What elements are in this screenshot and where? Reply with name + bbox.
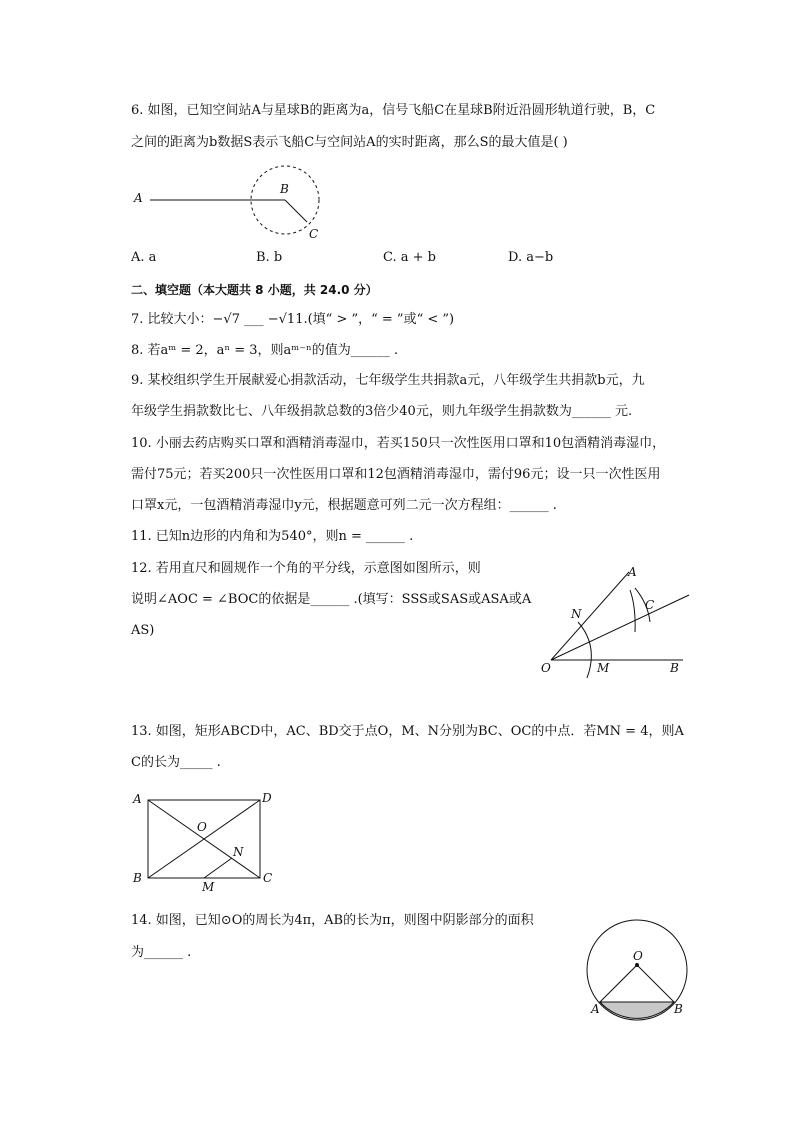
q6-label-a: A: [134, 191, 143, 205]
q14-line-1: 14. 如图，已知⊙O的周长为4π，AB的长为π，则图中阴影部分的面积: [131, 913, 534, 928]
q13-label-n: N: [233, 845, 244, 859]
q10-line-1: 10. 小丽去药店购买口罩和酒精消毒湿巾，若买150只一次性医用口罩和10包酒精消毒湿巾，: [131, 436, 666, 451]
q11-text: 11. 已知n边形的内角和为540°，则n = ______ .: [131, 529, 414, 544]
q14-line-2: 为______ .: [131, 945, 192, 960]
q13-label-c: C: [263, 871, 273, 885]
q13-figure: [130, 788, 280, 893]
q12-line-3: AS): [131, 623, 155, 638]
q7-text: 7. 比较大小：−√7 ___ −√11.(填“ > ”，“ = ”或“ < ”): [131, 312, 455, 327]
q12-label-n: N: [571, 607, 582, 621]
q9-line-2: 年级学生捐款数比七、八年级捐款总数的3倍少40元，则九年级学生捐款数为______ 元.: [131, 404, 633, 419]
q14-label-o: O: [633, 949, 643, 963]
q14-radius-ob: [637, 965, 674, 1002]
q12-label-b: B: [670, 661, 679, 675]
q13-line-2: C的长为_____ .: [131, 755, 221, 770]
q13-label-m: M: [202, 880, 215, 894]
q14-center-dot: [635, 963, 639, 967]
q12-arc-c1: [630, 590, 635, 632]
q8-text: 8. 若aᵐ = 2，aⁿ = 3，则aᵐ⁻ⁿ的值为______ .: [131, 343, 398, 358]
q12-label-a: A: [628, 565, 637, 579]
q6-line-2: 之间的距离为b数据S表示飞船C与空间站A的实时距离，那么S的最大值是( ): [131, 135, 568, 150]
q12-ray-oc: [551, 595, 689, 660]
q13-segment-mn: [204, 858, 232, 878]
q6-option-d: D. a−b: [508, 250, 554, 265]
q10-line-2: 需付75元；若买200只一次性医用口罩和12包酒精消毒湿巾，需付96元；设一只一次性医用: [131, 467, 661, 482]
q6-option-b: B. b: [256, 250, 283, 265]
q6-option-c: C. a + b: [383, 250, 436, 265]
q14-label-a: A: [591, 1002, 600, 1016]
q14-label-b: B: [674, 1002, 683, 1016]
q6-line-1: 6. 如图，已知空间站A与星球B的距离为a，信号飞船C在星球B附近沿圆形轨道行驶，B，C: [131, 103, 656, 118]
q12-arc-mn: [578, 622, 591, 678]
q10-line-3: 口罩x元，一包酒精消毒湿巾y元，根据题意可列二元一次方程组：______ .: [131, 498, 557, 513]
q12-line-1: 12. 若用直尺和圆规作一个角的平分线，示意图如图所示，则: [131, 561, 481, 576]
q6-label-b: B: [280, 182, 289, 196]
q6-segment-bc: [285, 200, 307, 222]
q12-label-m: M: [597, 661, 610, 675]
q13-line-1: 13. 如图，矩形ABCD中，AC、BD交于点O，M、N分别为BC、OC的中点．若MN = 4，则A: [131, 724, 684, 739]
q6-label-c: C: [309, 227, 319, 241]
q12-figure: [535, 560, 695, 680]
q13-label-o: O: [197, 820, 207, 834]
q9-line-1: 9. 某校组织学生开展献爱心捐款活动，七年级学生共捐款a元，八年级学生共捐款b元，九: [131, 373, 645, 388]
q13-label-a: A: [133, 792, 142, 806]
q12-ray-oa: [551, 572, 629, 660]
q12-label-o: O: [541, 661, 551, 675]
q14-figure: [585, 918, 695, 1023]
q13-label-b: B: [133, 871, 142, 885]
q14-radius-oa: [600, 965, 637, 1002]
q14-shaded-segment: [600, 1002, 674, 1018]
q12-line-2: 说明∠AOC = ∠BOC的依据是______ .(填写：SSS或SAS或ASA或A: [131, 592, 532, 607]
q6-figure: [130, 160, 330, 242]
q12-label-c: C: [645, 598, 655, 612]
q6-option-a: A. a: [131, 250, 157, 265]
section-heading-fill-in: 二、填空题（本大题共 8 小题，共 24.0 分）: [131, 283, 378, 297]
q13-label-d: D: [262, 791, 272, 805]
